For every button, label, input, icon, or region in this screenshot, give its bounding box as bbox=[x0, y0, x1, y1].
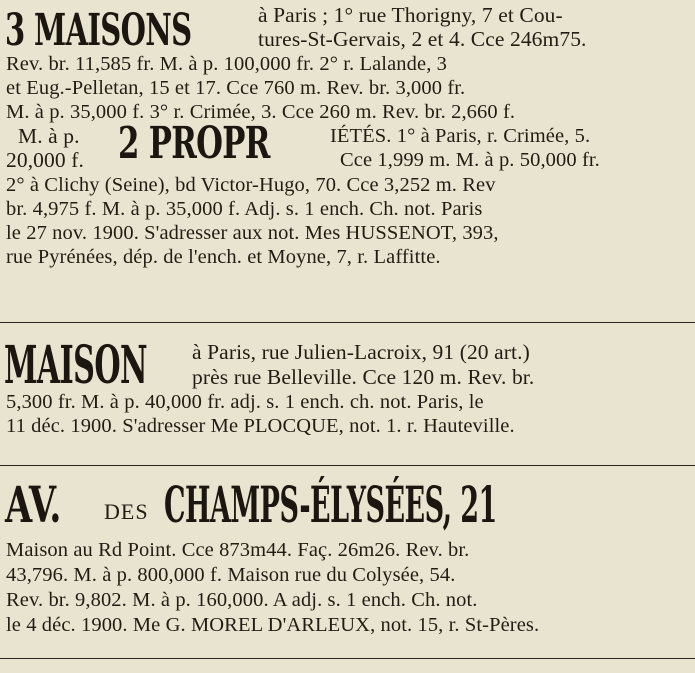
ad4-line-1: Maison au Rd Point. Cce 873m44. Faç. 26m26. Rev. br. bbox=[6, 539, 470, 561]
ad4-headline-des: DES bbox=[104, 499, 149, 524]
ad2-line-1: 2° à Clichy (Seine), bd Victor-Hugo, 70. Cce 3,252 m. Rev bbox=[6, 174, 496, 196]
ad1-line-4: et Eug.-Pelletan, 15 et 17. Cce 760 m. Rev. br. 3,000 fr. bbox=[6, 77, 466, 99]
ad3-line-4: 11 déc. 1900. S'adresser Me PLOCQUE, not. 1. r. Hauteville. bbox=[6, 415, 515, 437]
ad4-line-3: Rev. br. 9,802. M. à p. 160,000. A adj. s. 1 ench. Ch. not. bbox=[6, 589, 478, 611]
ad2-line-2: br. 4,975 f. M. à p. 35,000 f. Adj. s. 1 ench. Ch. not. Paris bbox=[6, 198, 483, 220]
ad2-right-bottom: Cce 1,999 m. M. à p. 50,000 fr. bbox=[340, 149, 600, 171]
ad2-left-bottom: 20,000 f. bbox=[6, 148, 84, 172]
ad1-headline: 3 MAISONS bbox=[5, 5, 192, 56]
ad3-line-3: 5,300 fr. M. à p. 40,000 fr. adj. s. 1 ench. ch. not. Paris, le bbox=[6, 391, 484, 413]
ad2-line-3: le 27 nov. 1900. S'adresser aux not. Mes HUSSENOT, 393, bbox=[6, 222, 499, 244]
separator-rule bbox=[0, 658, 695, 659]
ad2-left-top: M. à p. bbox=[18, 124, 80, 148]
separator-rule bbox=[0, 322, 695, 323]
ad2-right-top: IÉTÉS. 1° à Paris, r. Crimée, 5. bbox=[330, 125, 591, 147]
ad2-headline: 2 PROPR bbox=[118, 118, 270, 169]
separator-rule bbox=[0, 465, 695, 466]
ad1-line-5: M. à p. 35,000 f. 3° r. Crimée, 3. Cce 260 m. Rev. br. 2,660 f. bbox=[6, 101, 516, 123]
ad3-line-2: près rue Belleville. Cce 120 m. Rev. br. bbox=[192, 365, 535, 389]
ad4-line-4: le 4 déc. 1900. Me G. MOREL D'ARLEUX, not. 15, r. St-Pères. bbox=[6, 614, 540, 636]
ad3-headline: MAISON bbox=[4, 335, 148, 396]
ad2-line-4: rue Pyrénées, dép. de l'ench. et Moyne, 7, r. Laffitte. bbox=[6, 246, 441, 268]
ad1-line-2: tures-St-Gervais, 2 et 4. Cce 246m75. bbox=[258, 27, 587, 51]
ad4-line-2: 43,796. M. à p. 800,000 f. Maison rue du Colysée, 54. bbox=[6, 564, 456, 586]
ad4-headline-main: CHAMPS-ÉLYSÉES, 21 bbox=[164, 475, 497, 534]
ad1-line-3: Rev. br. 11,585 fr. M. à p. 100,000 fr. 2° r. Lalande, 3 bbox=[6, 53, 448, 75]
ad1-line-1: à Paris ; 1° rue Thorigny, 7 et Cou- bbox=[258, 3, 563, 27]
ad3-line-1: à Paris, rue Julien-Lacroix, 91 (20 art.) bbox=[192, 340, 530, 364]
ad4-headline-av: AV. bbox=[5, 475, 61, 534]
